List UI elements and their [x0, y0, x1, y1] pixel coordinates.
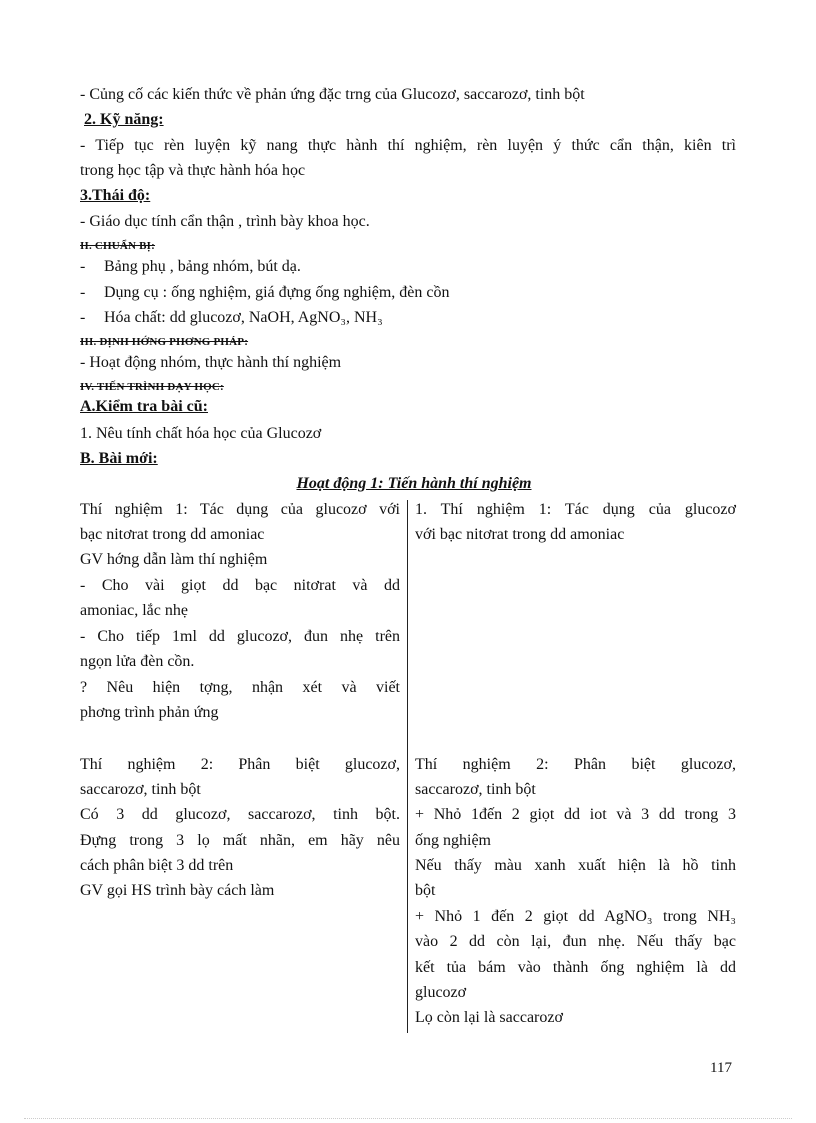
- method-heading: III. ĐỊNH HỚNG PHƠNG PHÁP:: [80, 336, 249, 348]
- activity-title: Hoạt động 1: Tiến hành thí nghiệm: [296, 475, 532, 492]
- right-exp2-line: glucozơ: [415, 984, 467, 1001]
- preparation-item-2: Dụng cụ : ống nghiệm, giá đựng ống nghiệm, đèn cồn: [104, 284, 450, 301]
- right-exp1-line: với bạc nitơrat trong dd amoniac: [415, 526, 625, 543]
- left-exp1-line: phơng trình phản ứng: [80, 704, 219, 721]
- left-exp1-line: bạc nitơrat trong dd amoniac: [80, 526, 265, 543]
- left-exp1-line: GV hớng dẫn làm thí nghiệm: [80, 551, 268, 568]
- check-question: 1. Nêu tính chất hóa học của Glucozơ: [80, 425, 322, 442]
- table-divider: [407, 500, 408, 1033]
- right-exp2-line: kết tủa bám vào thành ống nghiệm là dd: [415, 959, 736, 976]
- left-exp1-line: - Cho tiếp 1ml dd glucozơ, đun nhẹ trên: [80, 628, 400, 645]
- right-exp2-line: vào 2 dd còn lại, đun nhẹ. Nếu thấy bạc: [415, 933, 736, 950]
- preparation-heading: II. CHUẨN BỊ:: [80, 240, 156, 252]
- left-exp2-line: cách phân biệt 3 dd trên: [80, 857, 234, 874]
- method-line: - Hoạt động nhóm, thực hành thí nghiệm: [80, 354, 342, 371]
- new-lesson-heading: B. Bài mới:: [80, 450, 158, 467]
- right-exp2-line: Nếu thấy màu xanh xuất hiện là hồ tinh: [415, 857, 736, 874]
- process-heading: IV. TIẾN TRÌNH DẠY HỌC:: [80, 381, 224, 393]
- left-exp2-line: GV gọi HS trình bày cách làm: [80, 882, 275, 899]
- attitude-line: - Giáo dục tính cẩn thận , trình bày khoa học.: [80, 213, 370, 230]
- page-bottom-edge: [24, 1118, 792, 1119]
- left-exp2-line: Có 3 dd glucozơ, saccarozơ, tinh bột.: [80, 806, 400, 823]
- check-heading: A.Kiểm tra bài cũ:: [80, 398, 208, 415]
- left-exp2-line: Đựng trong 3 lọ mất nhãn, em hãy nêu: [80, 832, 400, 849]
- right-exp2-line: bột: [415, 882, 436, 899]
- skills-line-2: trong học tập và thực hành hóa học: [80, 162, 306, 179]
- preparation-item-1: Bảng phụ , bảng nhóm, bút dạ.: [104, 258, 301, 275]
- right-exp1-line: 1. Thí nghiệm 1: Tác dụng của glucozơ: [415, 501, 736, 518]
- preparation-bullet-1: -: [80, 258, 86, 275]
- preparation-bullet-2: -: [80, 284, 86, 301]
- right-exp2-line: Lọ còn lại là saccarozơ: [415, 1009, 563, 1026]
- skills-heading: 2. Kỹ năng:: [84, 111, 164, 128]
- right-exp2-line: + Nhỏ 1 đến 2 giọt dd AgNO₃ trong NH₃: [415, 908, 736, 925]
- right-exp2-line: Thí nghiệm 2: Phân biệt glucozơ,: [415, 756, 736, 773]
- right-exp2-line: + Nhỏ 1đến 2 giọt dd iot và 3 dd trong 3: [415, 806, 736, 823]
- left-exp2-line: Thí nghiệm 2: Phân biệt glucozơ,: [80, 756, 400, 773]
- preparation-item-3: Hóa chất: dd glucozơ, NaOH, AgNO₃, NH₃: [104, 309, 383, 326]
- skills-line-1: - Tiếp tục rèn luyện kỹ nang thực hành thí nghiệm, rèn luyện ý thức cẩn thận, kiên trì: [80, 137, 736, 154]
- left-exp1-line: ? Nêu hiện tợng, nhận xét và viết: [80, 679, 400, 696]
- left-exp1-line: ngọn lửa đèn cồn.: [80, 653, 195, 670]
- page-number: 117: [710, 1060, 732, 1076]
- right-exp2-line: ống nghiệm: [415, 832, 491, 849]
- left-exp2-line: saccarozơ, tinh bột: [80, 781, 201, 798]
- left-exp1-line: - Cho vài giọt dd bạc nitơrat và dd: [80, 577, 400, 594]
- attitude-heading: 3.Thái độ:: [80, 187, 151, 204]
- left-exp1-line: Thí nghiệm 1: Tác dụng của glucozơ với: [80, 501, 400, 518]
- intro-line: - Củng cố các kiến thức về phản ứng đặc trng của Glucozơ, saccarozơ, tinh bột: [80, 86, 585, 103]
- left-exp1-line: amoniac, lắc nhẹ: [80, 602, 188, 619]
- right-exp2-line: saccarozơ, tinh bột: [415, 781, 536, 798]
- preparation-bullet-3: -: [80, 309, 86, 326]
